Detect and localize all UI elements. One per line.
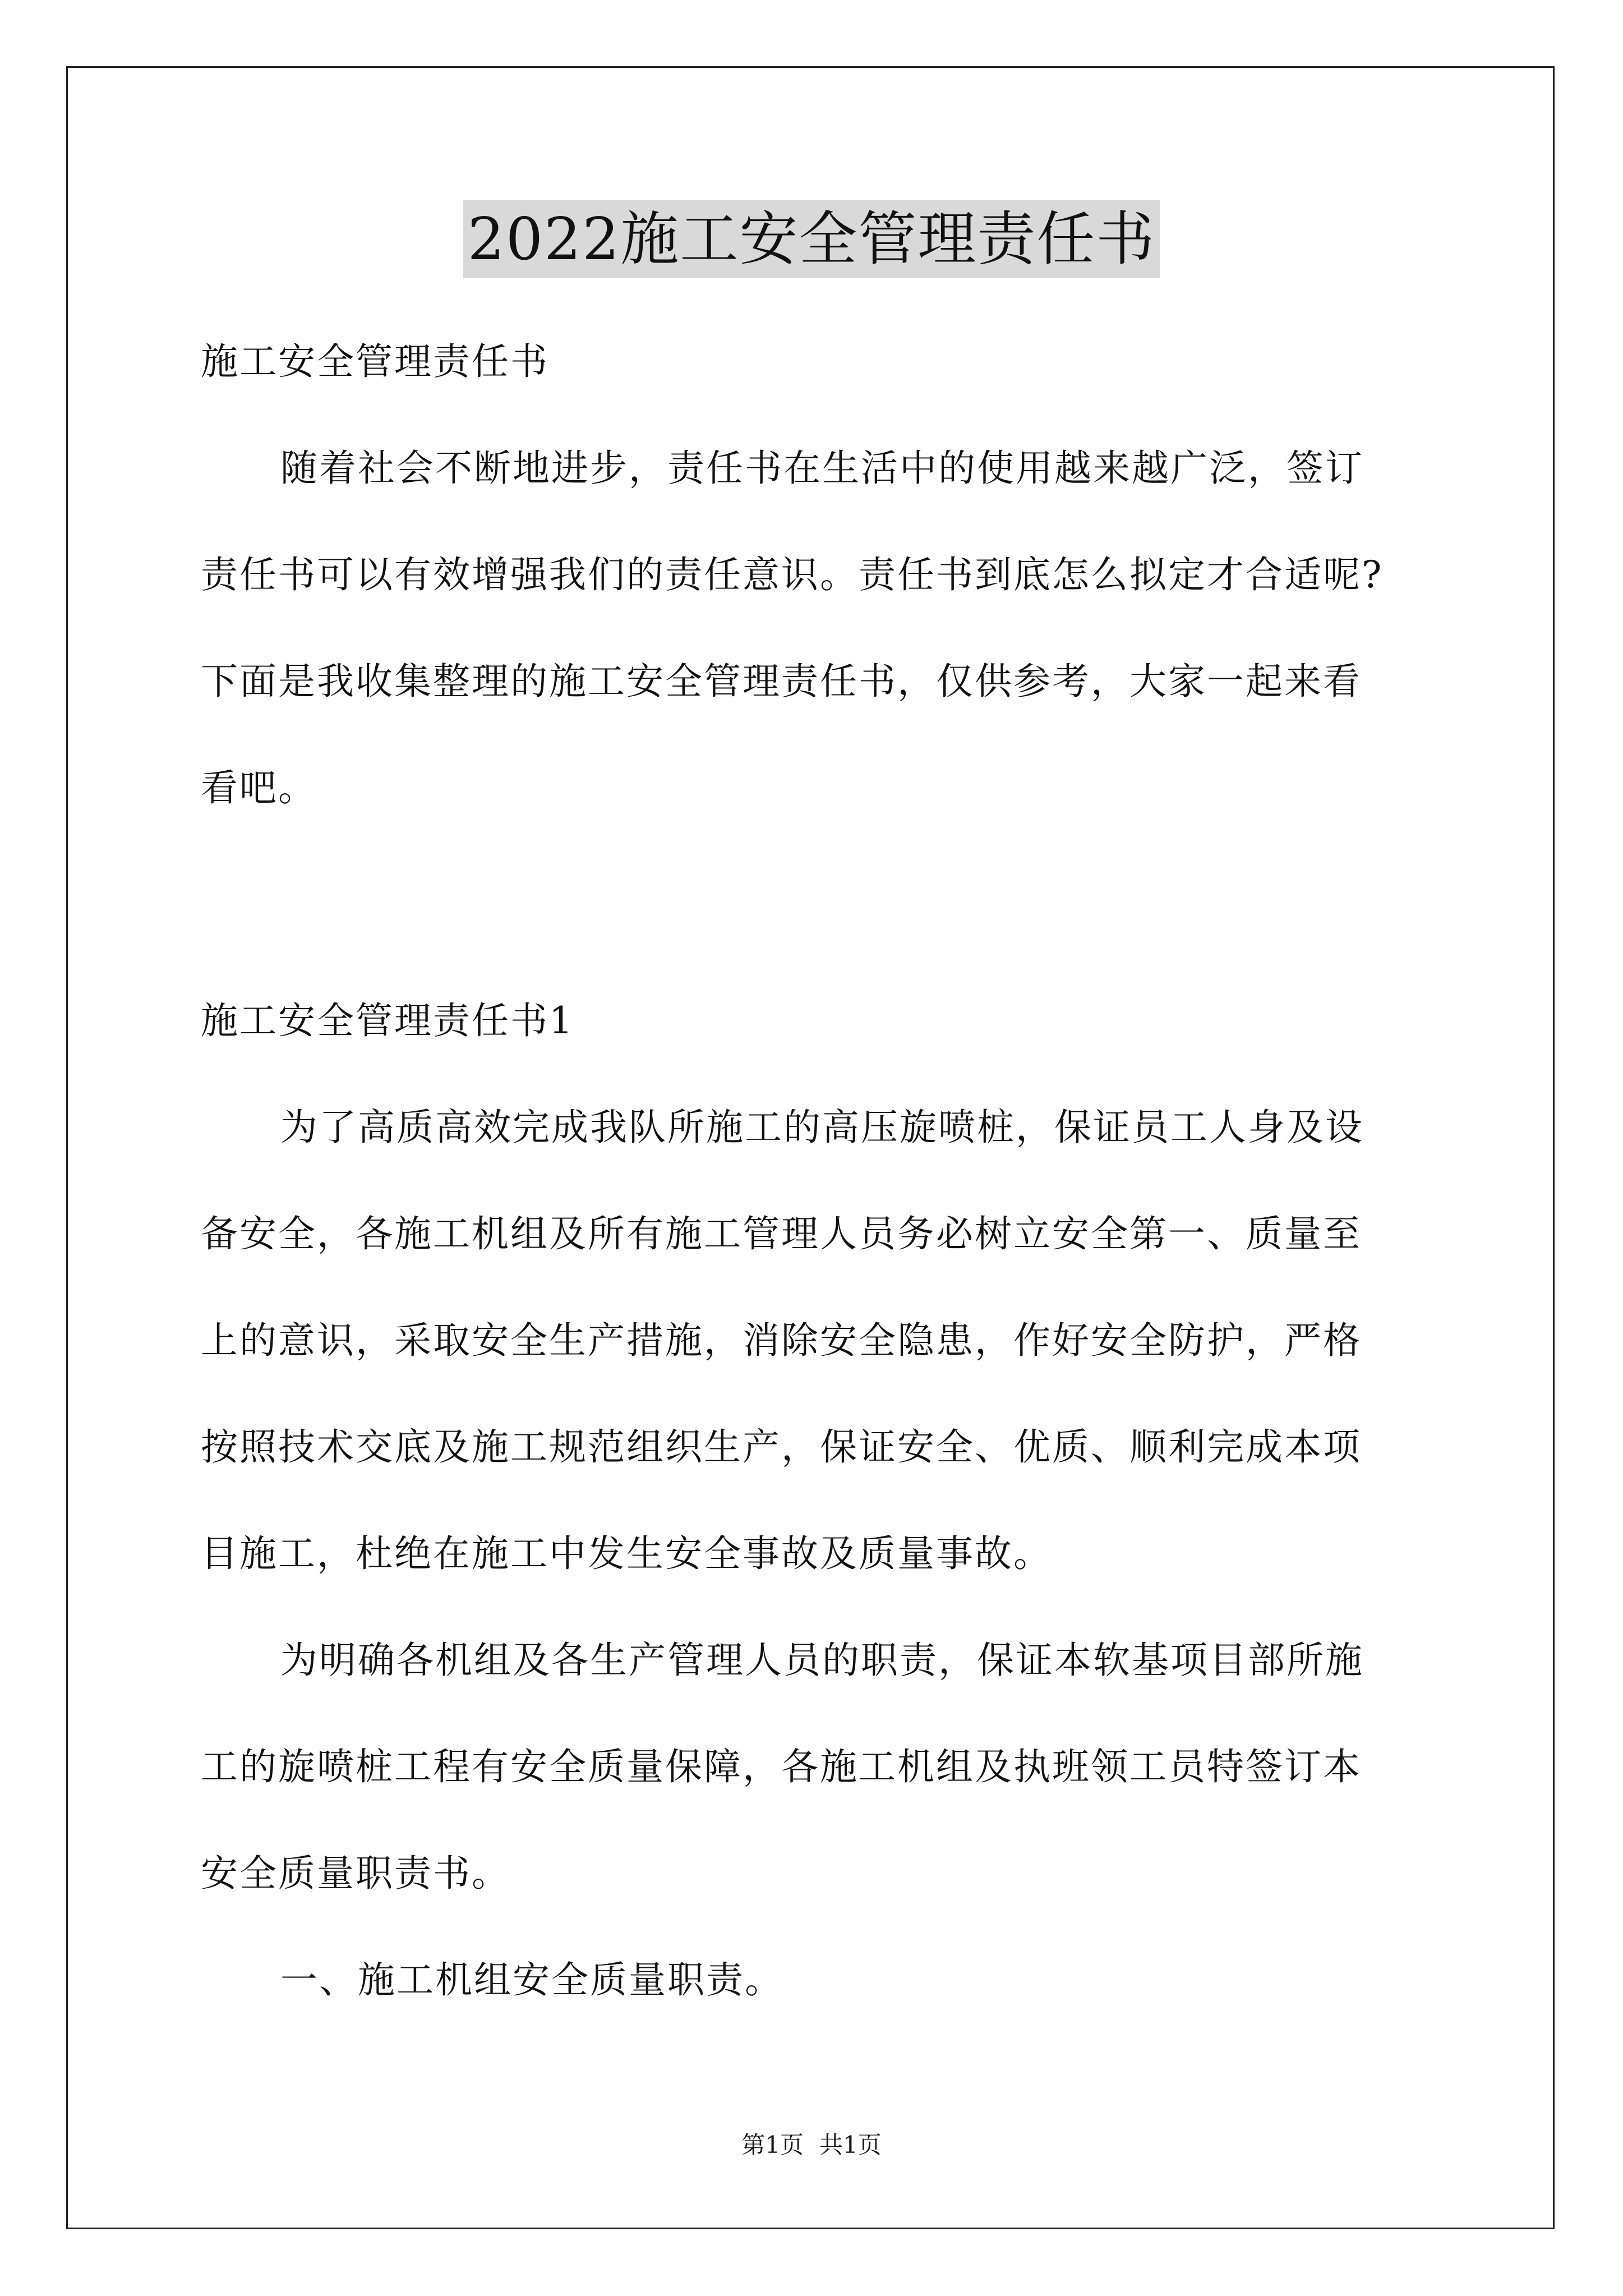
section-heading: 施工安全管理责任书1 [201,999,574,1042]
paragraph-line: 工的旋喷桩工程有安全质量保障，各施工机组及执班领工员特签订本 [201,1745,1362,1788]
intro-heading: 施工安全管理责任书 [201,340,549,383]
paragraph-line: 为了高质高效完成我队所施工的高压旋喷桩，保证员工人身及设 [280,1106,1364,1149]
document-title: 2022施工安全管理责任书 [463,200,1160,278]
paragraph-line: 上的意识，采取安全生产措施，消除安全隐患，作好安全防护，严格 [201,1319,1362,1362]
page-number: 第1页 [741,2131,804,2159]
page-total: 共1页 [819,2131,882,2159]
intro-line: 责任书可以有效增强我们的责任意识。责任书到底怎么拟定才合适呢? [201,553,1384,596]
page-footer [0,2128,1623,2162]
title-container [0,200,1623,278]
paragraph-line: 目施工，杜绝在施工中发生安全事故及质量事故。 [201,1532,1052,1575]
paragraph-line: 按照技术交底及施工规范组织生产，保证安全、优质、顺利完成本项 [201,1425,1362,1469]
intro-line: 看吧。 [201,766,317,809]
paragraph-line: 安全质量职责书。 [201,1852,510,1895]
intro-line: 下面是我收集整理的施工安全管理责任书，仅供参考，大家一起来看 [201,660,1362,703]
intro-line: 随着社会不断地进步，责任书在生活中的使用越来越广泛，签订 [280,447,1364,490]
paragraph-line: 备安全，各施工机组及所有施工管理人员务必树立安全第一、质量至 [201,1212,1362,1255]
list-item: 一、施工机组安全质量职责。 [280,1958,783,2001]
paragraph-line: 为明确各机组及各生产管理人员的职责，保证本软基项目部所施 [280,1639,1364,1682]
